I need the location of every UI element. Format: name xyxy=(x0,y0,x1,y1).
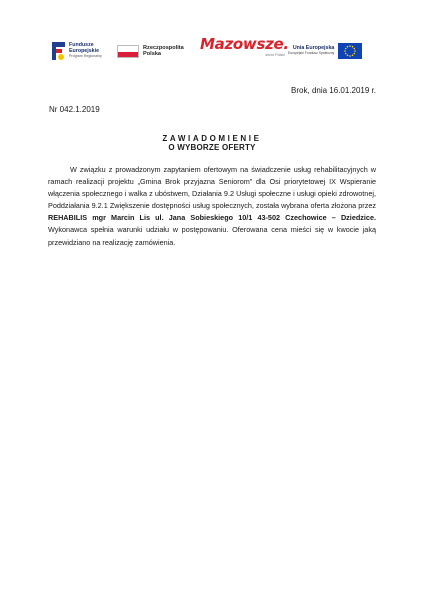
fe-line2: Europejskie xyxy=(69,47,100,54)
rzeczpospolita-polska-logo xyxy=(117,45,184,58)
document-title: ZAWIADOMIENIE xyxy=(162,134,262,143)
fundusze-europejskie-logo xyxy=(52,42,102,60)
eu-flag-icon xyxy=(338,43,362,59)
mazowsze-logo xyxy=(200,37,289,57)
mazowsze-wordmark: Mazowsze. xyxy=(200,35,289,53)
fe-line1: Fundusze xyxy=(69,42,94,49)
ue-line1: Unia Europejska xyxy=(292,45,335,52)
mazowsze-tagline: serce Polski xyxy=(265,53,285,57)
fundusze-europejskie-icon xyxy=(52,42,66,60)
paragraph-part1: W związku z prowadzonym zapytaniem ofertowym na świadczenie usług rehabilitacyjnych w ramach realizacji projektu „Gmina Brok przyjazna Seniorom” dla Osi priorytetowej IX Wspieranie włączenia społecznego i walka z ubóstwem, Działania 9.2 Usługi społeczne i usługi opieki zdrowotnej, Poddziałania 9.2.1 Zwiększenie dostępności usług społecznych, została wybrana oferta złożona przez xyxy=(48,165,376,211)
rp-line1: Rzeczpospolita xyxy=(143,44,184,51)
rp-line2: Polska xyxy=(143,50,162,57)
fe-line3: Program Regionalny xyxy=(69,54,102,58)
document-subtitle: O WYBORZE OFERTY xyxy=(168,143,256,152)
contractor-name: REHABILIS mgr Marcin Lis ul. Jana Sobieskiego 10/1 43-502 Czechowice – Dziedzice. xyxy=(48,213,376,223)
ue-line2: Europejski Fundusz Społeczny xyxy=(288,51,335,56)
notice-paragraph xyxy=(48,164,376,249)
unia-europejska-logo xyxy=(288,43,362,59)
reference-number: Nr 042.1.2019 xyxy=(49,105,100,114)
document-heading xyxy=(0,134,424,152)
place-and-date: Brok, dnia 16.01.2019 r. xyxy=(291,86,376,95)
logo-strip xyxy=(0,0,424,70)
paragraph-part2: Wykonawca spełnia warunki udziału w postępowaniu. Oferowana cena mieści się w kwocie jaką przewidziano na realizację zamówienia. xyxy=(48,225,376,247)
polish-flag-icon xyxy=(117,45,139,58)
